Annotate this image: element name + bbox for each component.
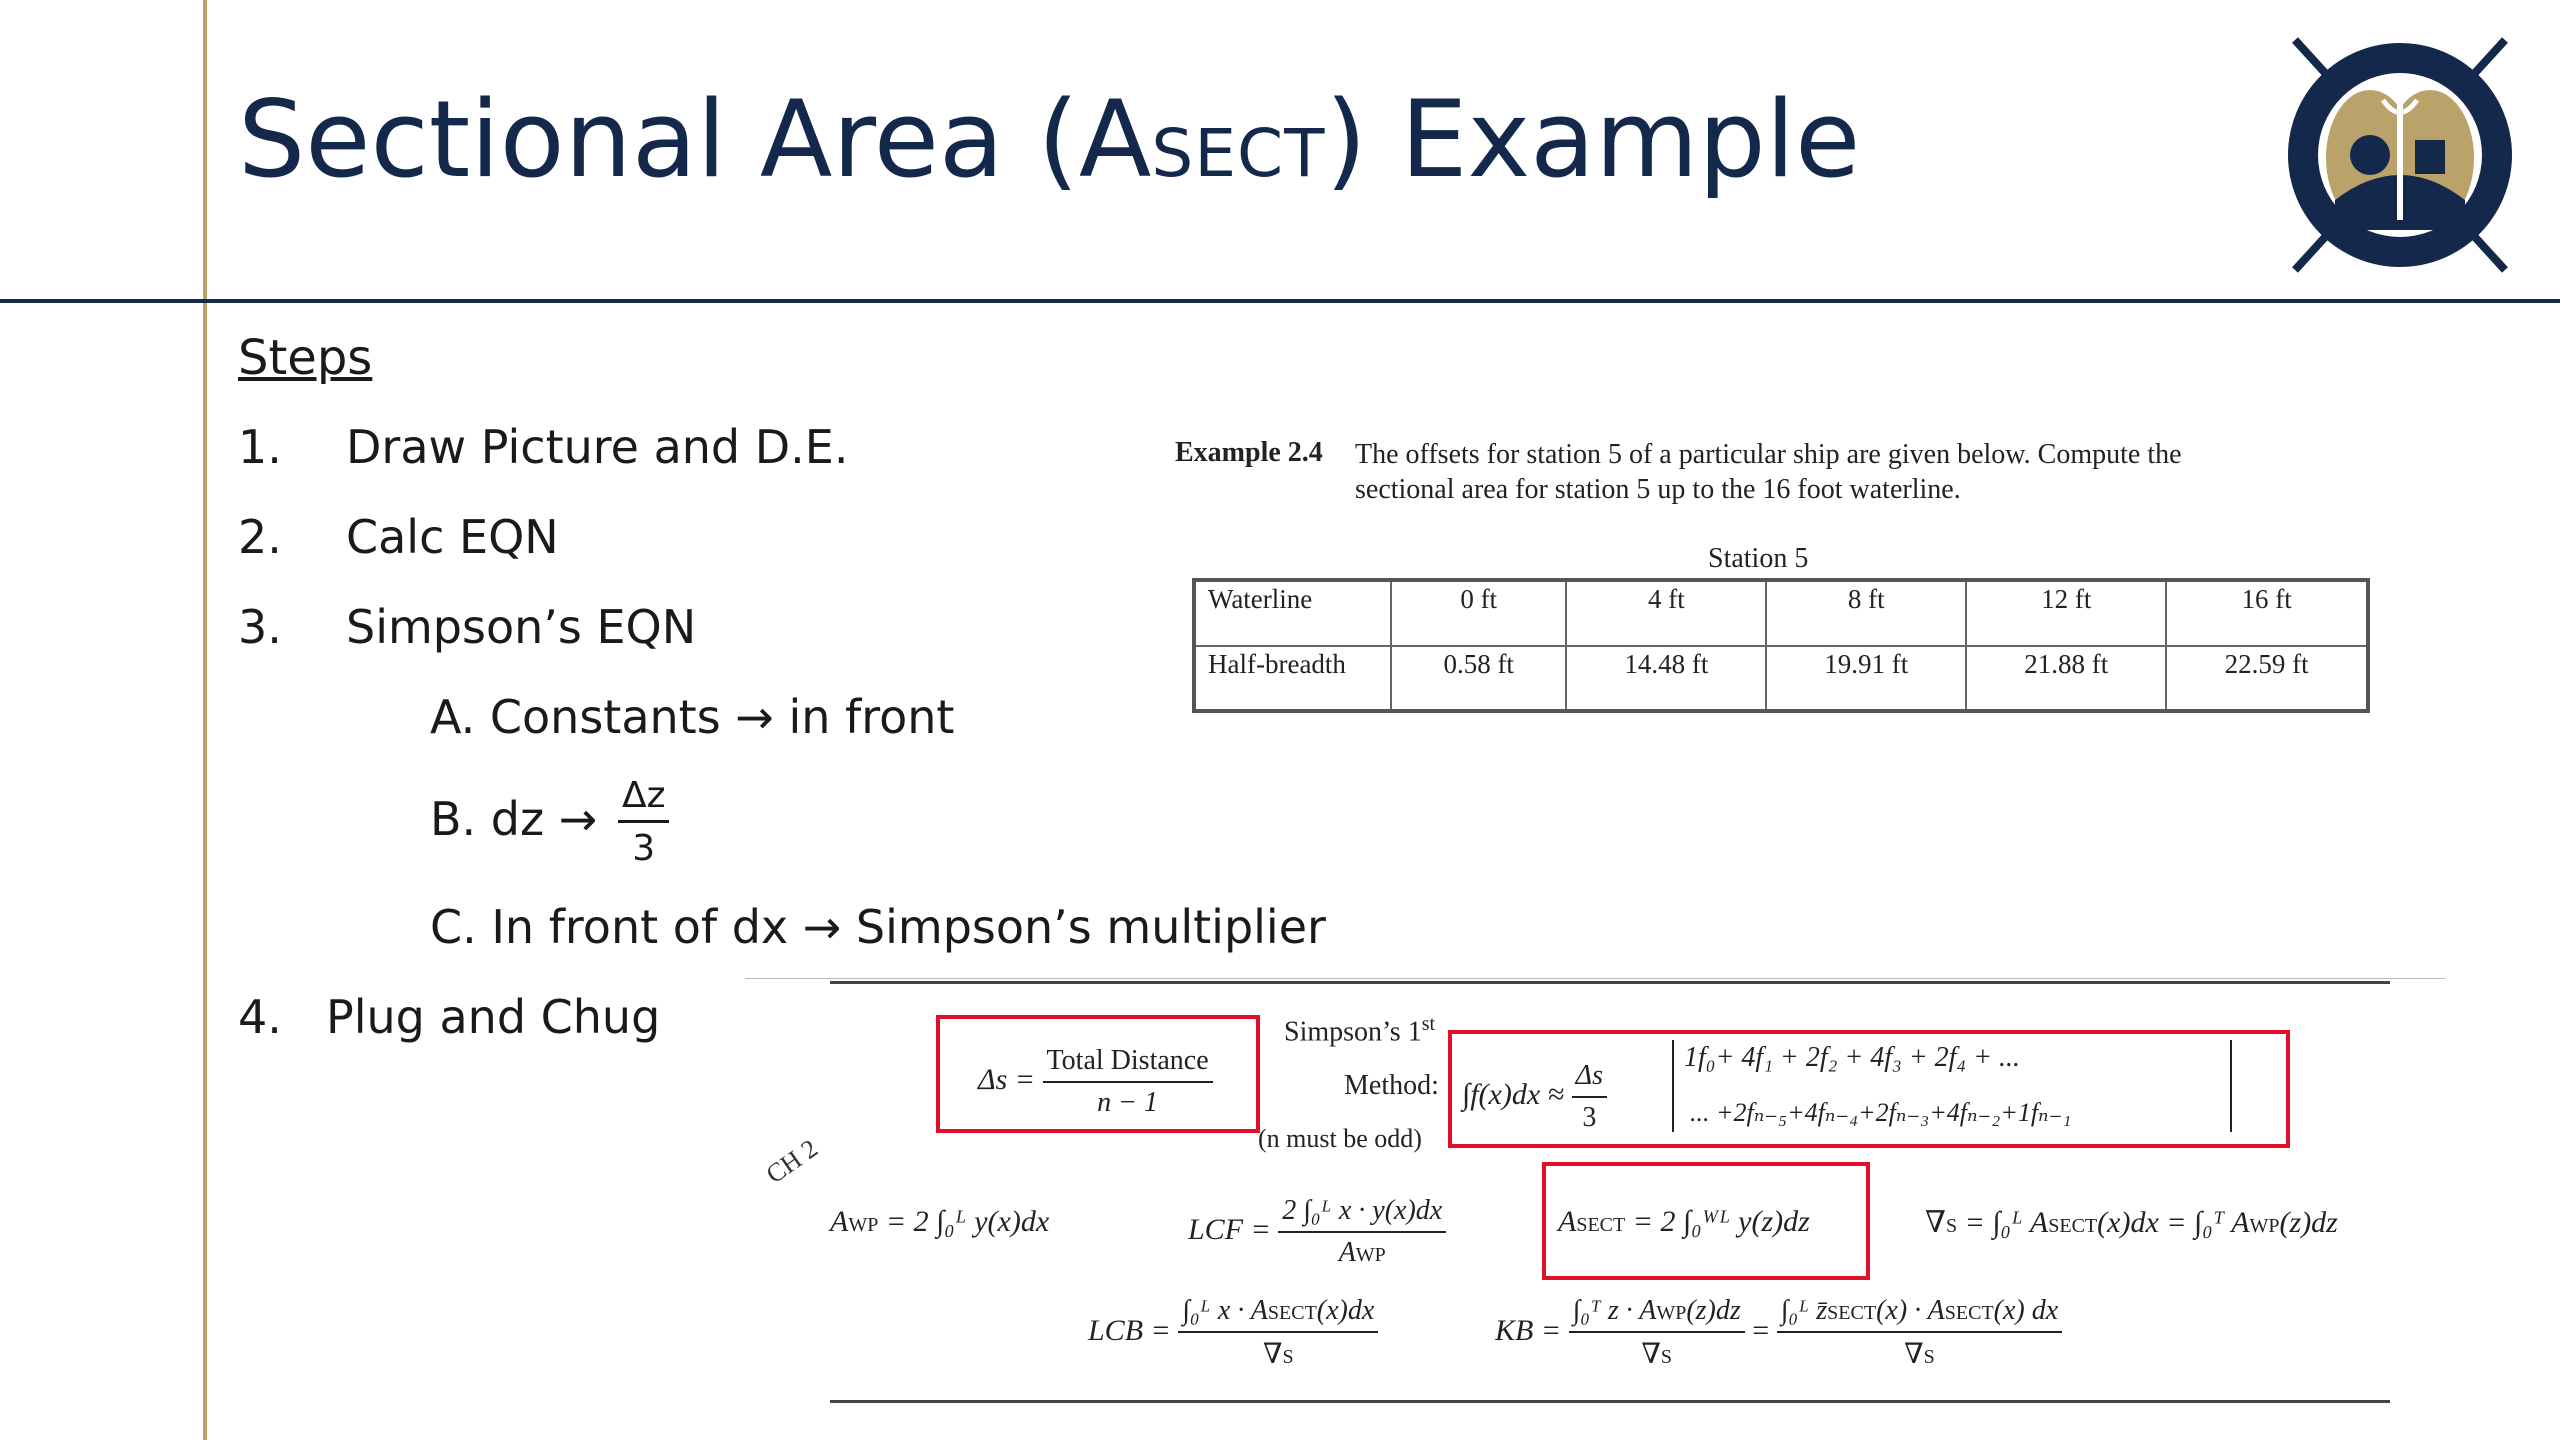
slide-title: Sectional Area (ASECT) Example	[238, 78, 1861, 201]
step-text: Draw Picture and D.E.	[346, 420, 849, 474]
substep-a: A. Constants → in front	[430, 690, 955, 744]
simpson-row-1: 1f₀+ 4f₁ + 2f₂ + 4f₃ + 2f₄ + ...	[1684, 1042, 2021, 1073]
formula-sheet-top-rule	[830, 981, 2390, 984]
header-divider	[0, 299, 2560, 303]
lcb-formula: LCB = ∫₀ᴸ x · ASECT(x)dx ∇S	[1088, 1295, 1378, 1371]
formula-sheet-edge	[745, 978, 2445, 979]
lcf-formula: LCF = 2 ∫₀ᴸ x · y(x)dx AWP	[1188, 1195, 1446, 1269]
step-number: 1.	[238, 420, 282, 474]
chapter-tag: CH 2	[760, 1133, 823, 1190]
step-text: Calc EQN	[346, 510, 559, 564]
kb-formula: KB = ∫₀ᵀ z · AWP(z)dz ∇S = ∫₀ᴸ z̄SECT(x) · ASECT(x) dx ∇S	[1495, 1295, 2062, 1371]
table-cell: 8 ft	[1766, 580, 1966, 646]
ds-formula: Δs = Total Distance n − 1	[978, 1045, 1213, 1119]
table-cell: 22.59 ft	[2166, 646, 2368, 712]
table-cell: 0 ft	[1391, 580, 1566, 646]
table-cell: 4 ft	[1566, 580, 1766, 646]
formula-sheet-bottom-rule	[830, 1400, 2390, 1403]
table-cell: 21.88 ft	[1966, 646, 2166, 712]
table-cell: Waterline	[1194, 580, 1391, 646]
simpson-row-2: ... +2fₙ₋₅+4fₙ₋₄+2fₙ₋₃+4fₙ₋₂+1fₙ₋₁	[1690, 1098, 2072, 1127]
table-row	[1194, 580, 2368, 646]
simpson-lhs: ∫f(x)dx ≈ $\frac{\Delta s}{3}$	[1462, 1060, 1607, 1134]
dz-fraction: $\frac{\Delta z}{3}$	[618, 778, 670, 867]
table-cell: 0.58 ft	[1391, 646, 1566, 712]
step-text: Simpson’s EQN	[346, 600, 697, 654]
naval-academy-seal-icon	[2275, 30, 2525, 280]
table-cell: Half-breadth	[1194, 646, 1391, 712]
substep-c: C. In front of dx → Simpson’s multiplier	[430, 900, 1326, 954]
volume-formula: ∇S = ∫₀ᴸ ASECT(x)dx = ∫₀ᵀ AWP(z)dz	[1925, 1206, 2338, 1239]
step-text: Plug and Chug	[326, 990, 661, 1044]
asect-formula: ASECT = 2 ∫₀ᵂᴸ y(z)dz	[1558, 1205, 1810, 1238]
step-number: 3.	[238, 600, 282, 654]
awp-formula: AWP = 2 ∫₀ᴸ y(x)dx	[830, 1205, 1050, 1238]
step-number: 4.	[238, 990, 282, 1044]
example-text: The offsets for station 5 of a particular ship are given below. Compute the sectional area for station 5 up to the 16 foot waterline.	[1355, 439, 2182, 505]
station-caption: Station 5	[1708, 543, 1809, 574]
table-cell: 16 ft	[2166, 580, 2368, 646]
steps-heading: Steps	[238, 330, 373, 386]
offsets-table	[1192, 578, 2370, 713]
step-number: 2.	[238, 510, 282, 564]
table-cell: 14.48 ft	[1566, 646, 1766, 712]
table-cell: 12 ft	[1966, 580, 2166, 646]
table-row	[1194, 646, 2368, 712]
table-cell: 19.91 ft	[1766, 646, 1966, 712]
example-label: Example 2.4	[1175, 437, 1323, 468]
left-accent-line	[203, 0, 207, 1440]
simpson-note: (n must be odd)	[1258, 1124, 1422, 1153]
simpson-label: Simpson’s 1st	[1284, 1013, 1436, 1048]
substep-b: B. dz → $\frac{\Delta z}{3}$	[430, 778, 669, 867]
simpson-method-label: Method:	[1344, 1070, 1439, 1101]
